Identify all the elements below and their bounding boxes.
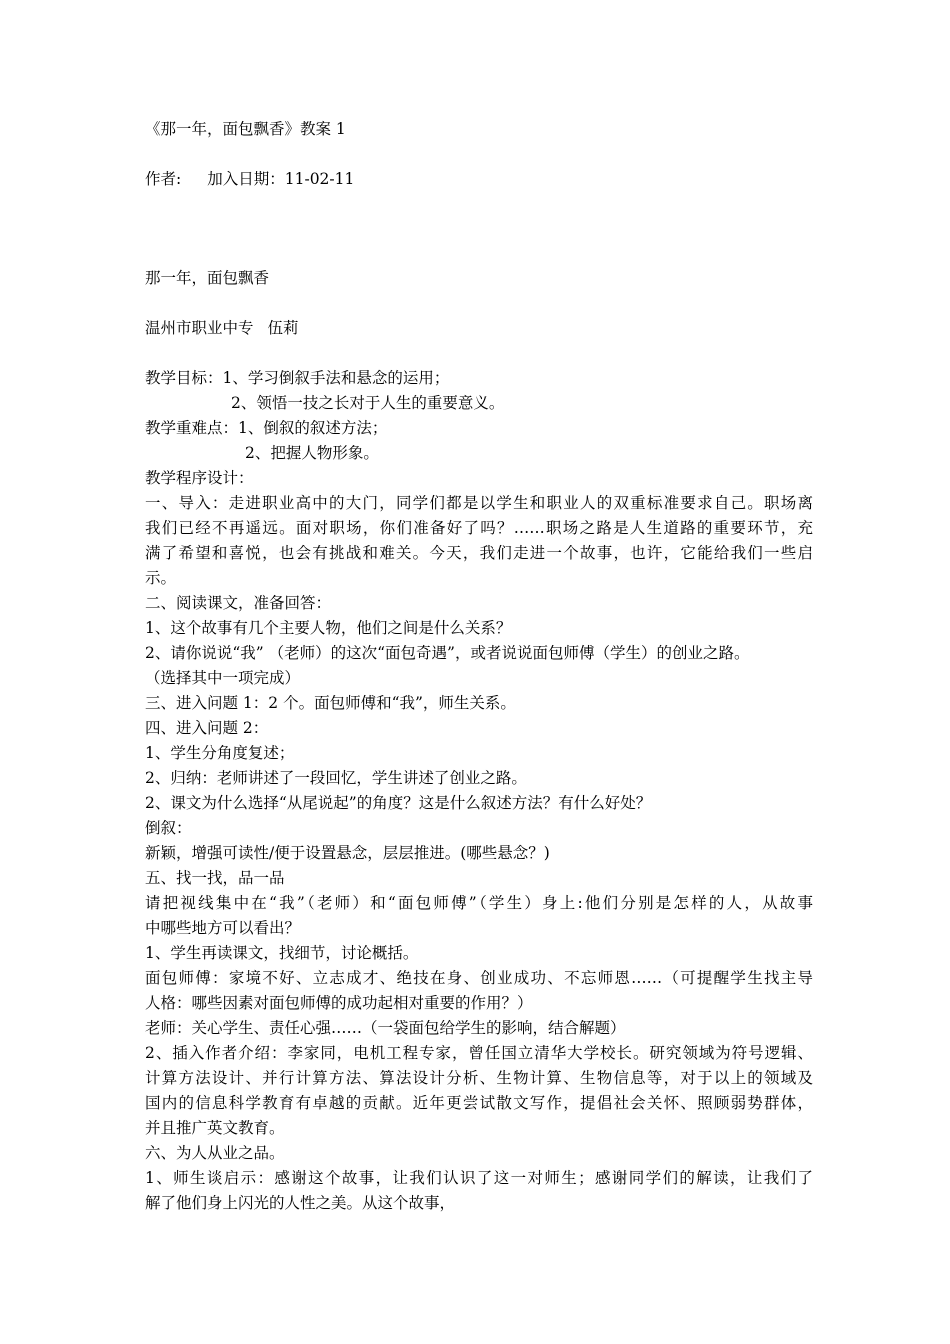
author-label: 作者: (145, 170, 182, 188)
text-line: 国内的信息科学教育有卓越的贡献。近年更尝试散文写作，提倡社会关怀、照顾弱势群体， (145, 1094, 813, 1112)
text-line: 教学重难点：1、倒叙的叙述方法； (145, 419, 388, 437)
text-line: 人格：哪些因素对面包师傅的成功起相对重要的作用？） (145, 994, 533, 1012)
text-line: 1、学生再读课文，找细节，讨论概括。 (145, 944, 419, 962)
text-line: 三、进入问题 1：2 个。面包师傅和“我”，师生关系。 (145, 694, 516, 712)
text-line: 老师：关心学生、责任心强……（一袋面包给学生的影响，结合解题） (145, 1019, 626, 1037)
text-line: 新颖，增强可读性/便于设置悬念，层层推进。(哪些悬念？) (145, 844, 550, 862)
text-line: 1、学生分角度复述； (145, 744, 295, 762)
text-line: 2、课文为什么选择“从尾说起”的角度？这是什么叙述方法？有什么好处？ (145, 794, 652, 812)
text-line: 1、这个故事有几个主要人物，他们之间是什么关系？ (145, 619, 512, 637)
text-line: 2、插入作者介绍：李家同，电机工程专家，曾任国立清华大学校长。研究领域为符号逻辑、 (145, 1044, 813, 1062)
text-line: 一、导入：走进职业高中的大门，同学们都是以学生和职业人的双重标准要求自己。职场离 (145, 494, 813, 512)
text-line: 解了他们身上闪光的人性之美。从这个故事， (145, 1194, 456, 1212)
text-line: 示。 (145, 569, 177, 587)
text-line: 请把视线集中在“我”（老师）和“面包师傅”（学生）身上:他们分别是怎样的人，从故事 (145, 894, 813, 912)
text-line: 并且推广英文教育。 (145, 1119, 285, 1137)
text-line: 倒叙： (145, 819, 192, 837)
text-line: 1、师生谈启示：感谢这个故事，让我们认识了这一对师生；感谢同学们的解读，让我们了 (145, 1169, 813, 1187)
text-line: 2、领悟一技之长对于人生的重要意义。 (231, 394, 505, 412)
text-line: 2、归纳：老师讲述了一段回忆，学生讲述了创业之路。 (145, 769, 527, 787)
text-line: （选择其中一项完成） (145, 669, 301, 687)
text-line: 面包师傅：家境不好、立志成才、绝技在身、创业成功、不忘师恩……（可提醒学生找主导 (145, 969, 813, 987)
text-line: 2、请你说说“我” （老师）的这次“面包奇遇”，或者说说面包师傅（学生）的创业之路。 (145, 644, 750, 662)
text-line: 教学目标：1、学习倒叙手法和悬念的运用； (145, 369, 450, 387)
text-line: 2、把握人物形象。 (245, 444, 379, 462)
text-line: 计算方法设计、并行计算方法、算法设计分析、生物计算、生物信息等，对于以上的领域及 (145, 1069, 813, 1087)
text-line: 六、为人从业之品。 (145, 1144, 285, 1162)
document-title: 《那一年，面包飘香》教案 1 (145, 120, 346, 138)
date-label: 加入日期：11-02-11 (207, 170, 355, 188)
author-name: 伍莉 (267, 319, 299, 337)
article-byline (145, 316, 299, 340)
school-name: 温州市职业中专 (145, 319, 254, 337)
author-date-line (145, 167, 354, 191)
text-line: 中哪些地方可以看出？ (145, 919, 301, 937)
text-line: 教学程序设计： (145, 469, 254, 487)
text-line: 满了希望和喜悦，也会有挑战和难关。今天，我们走进一个故事，也许，它能给我们一些启 (145, 544, 813, 562)
article-title: 那一年，面包飘香 (145, 269, 270, 287)
text-line: 四、进入问题 2： (145, 719, 269, 737)
text-line: 二、阅读课文，准备回答： (145, 594, 332, 612)
text-line: 我们已经不再遥远。面对职场，你们准备好了吗？……职场之路是人生道路的重要环节，充 (145, 519, 813, 537)
text-line: 五、找一找，品一品 (145, 869, 285, 887)
